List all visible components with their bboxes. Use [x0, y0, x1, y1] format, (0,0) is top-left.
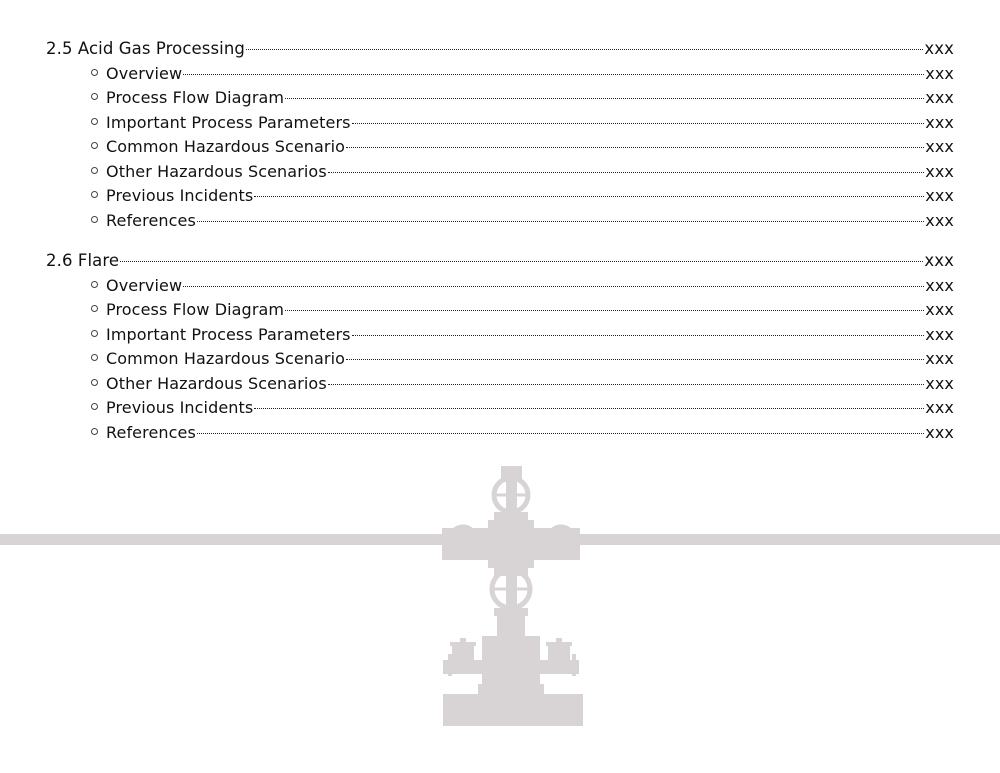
- toc-item-label: Previous Incidents: [106, 186, 254, 205]
- toc-section-acid-gas: [46, 37, 954, 233]
- toc-item-previous-incidents[interactable]: [46, 184, 954, 209]
- toc-item-other-hazardous-scenarios[interactable]: [46, 160, 954, 185]
- toc-heading[interactable]: [46, 37, 954, 62]
- toc-item-label: References: [106, 422, 196, 442]
- toc-item-process-flow-diagram[interactable]: [46, 86, 954, 111]
- toc-item-label: Common Hazardous Scenario: [106, 137, 346, 156]
- page-number: xxx: [924, 39, 954, 58]
- bullet-icon: [91, 167, 98, 174]
- dot-leader: [285, 98, 924, 99]
- toc-item-label: Common Hazardous Scenario: [106, 349, 346, 368]
- toc-item-common-hazardous-scenario[interactable]: [46, 135, 954, 160]
- dot-leader: [120, 261, 923, 262]
- dot-leader: [183, 74, 924, 75]
- dot-leader: [328, 384, 925, 385]
- page-number: xxx: [925, 112, 954, 132]
- toc-item-label: References: [106, 210, 196, 230]
- dot-leader: [183, 286, 924, 287]
- bullet-icon: [91, 305, 98, 312]
- page-number: xxx: [925, 137, 954, 156]
- toc-item-important-process-parameters[interactable]: [46, 111, 954, 136]
- toc-item-other-hazardous-scenarios[interactable]: [46, 372, 954, 397]
- toc-item-references[interactable]: [46, 421, 954, 446]
- page-number: xxx: [925, 161, 954, 181]
- page-number: xxx: [925, 300, 954, 319]
- bullet-icon: [91, 142, 98, 149]
- dot-leader: [352, 335, 925, 336]
- toc-item-label: Overview: [106, 275, 183, 295]
- toc-item-label: Previous Incidents: [106, 398, 254, 417]
- page-number: xxx: [925, 324, 954, 344]
- toc-item-label: Overview: [106, 63, 183, 83]
- toc-item-references[interactable]: [46, 209, 954, 234]
- toc-item-label: Other Hazardous Scenarios: [106, 373, 327, 393]
- bullet-icon: [91, 354, 98, 361]
- page-number: xxx: [924, 251, 954, 270]
- toc-item-label: Important Process Parameters: [106, 112, 351, 132]
- dot-leader: [346, 359, 924, 360]
- page-number: xxx: [925, 210, 954, 230]
- toc-heading-label: 2.6 Flare: [46, 251, 120, 270]
- dot-leader: [254, 408, 924, 409]
- dot-leader: [254, 196, 924, 197]
- bullet-icon: [91, 281, 98, 288]
- toc-heading[interactable]: [46, 249, 954, 274]
- page-number: xxx: [925, 275, 954, 295]
- dot-leader: [346, 147, 924, 148]
- bullet-icon: [91, 330, 98, 337]
- toc-item-process-flow-diagram[interactable]: [46, 298, 954, 323]
- bullet-icon: [91, 93, 98, 100]
- bullet-icon: [91, 69, 98, 76]
- page-number: xxx: [925, 373, 954, 393]
- bullet-icon: [91, 403, 98, 410]
- bullet-icon: [91, 379, 98, 386]
- toc-item-label: Process Flow Diagram: [106, 88, 285, 107]
- page-number: xxx: [925, 63, 954, 83]
- page-number: xxx: [925, 422, 954, 442]
- toc-item-label: Process Flow Diagram: [106, 300, 285, 319]
- toc-item-overview[interactable]: [46, 274, 954, 299]
- dot-leader: [197, 221, 924, 222]
- toc-item-label: Other Hazardous Scenarios: [106, 161, 327, 181]
- page-number: xxx: [925, 349, 954, 368]
- page-number: xxx: [925, 88, 954, 107]
- toc-item-important-process-parameters[interactable]: [46, 323, 954, 348]
- toc-section-flare: [46, 249, 954, 445]
- toc-heading-label: 2.5 Acid Gas Processing: [46, 39, 246, 58]
- toc-item-overview[interactable]: [46, 62, 954, 87]
- bullet-icon: [91, 216, 98, 223]
- wellhead-christmas-tree-icon: [0, 462, 1000, 732]
- page-number: xxx: [925, 398, 954, 417]
- dot-leader: [285, 310, 924, 311]
- bullet-icon: [91, 191, 98, 198]
- toc-item-previous-incidents[interactable]: [46, 396, 954, 421]
- dot-leader: [352, 123, 925, 124]
- dot-leader: [328, 172, 925, 173]
- bullet-icon: [91, 428, 98, 435]
- bullet-icon: [91, 118, 98, 125]
- dot-leader: [246, 49, 923, 50]
- page-number: xxx: [925, 186, 954, 205]
- toc-item-label: Important Process Parameters: [106, 324, 351, 344]
- toc-item-common-hazardous-scenario[interactable]: [46, 347, 954, 372]
- dot-leader: [197, 433, 924, 434]
